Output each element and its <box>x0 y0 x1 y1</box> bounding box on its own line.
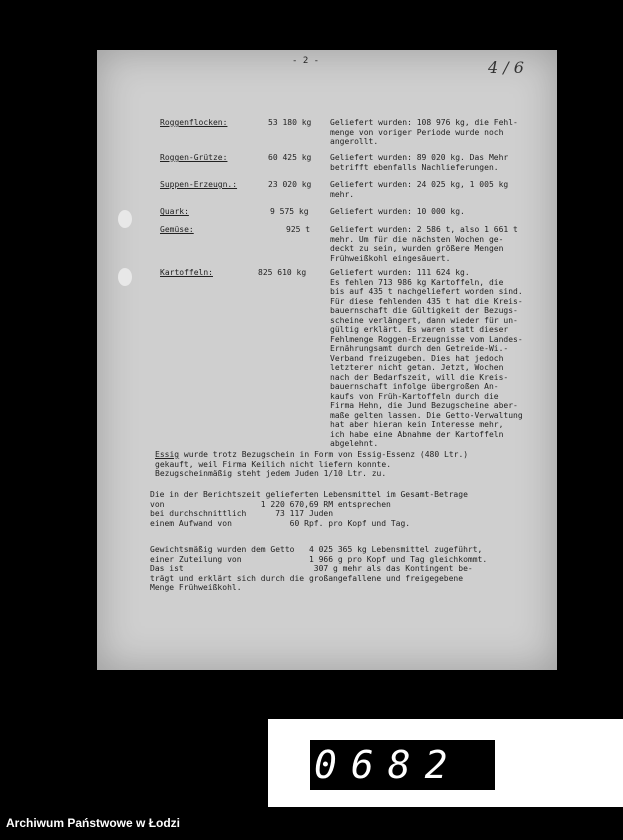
handwritten-folio: 4 / 6 <box>488 58 524 77</box>
punch-hole <box>118 268 132 286</box>
row-note: Geliefert wurden: 89 020 kg. Das Mehr betrifft ebenfalls Nachlieferungen. <box>330 153 509 172</box>
row-label: Suppen-Erzeugn.: <box>160 180 238 189</box>
essig-text: wurde trotz Bezugschein in Form von Essig-Essenz (480 Ltr.) gekauft, weil Firma Keilich nicht liefern konnte. Bezugscheinmäßig steht jedem Juden 1/10 Ltr. zu. <box>155 450 469 478</box>
row-amount: 60 425 kg <box>268 153 312 162</box>
row-amount: 825 610 kg <box>258 268 307 277</box>
archive-number-stamp: 0682 <box>314 743 462 787</box>
row-amount: 53 180 kg <box>268 118 312 127</box>
row-label: Quark: <box>160 207 189 216</box>
row-note: Geliefert wurden: 2 586 t, also 1 661 t mehr. Um für die nächsten Wochen ge- deckt zu sein, wurden größere Mengen Frühweißkohl eingesäuert. <box>330 225 518 263</box>
row-label: Gemüse: <box>160 225 194 234</box>
row-label: Kartoffeln: <box>160 268 213 277</box>
row-label: Roggen-Grütze: <box>160 153 228 162</box>
summary-paragraph: Die in der Berichtszeit gelieferten Lebensmittel im Gesamt-Betrage von 1 220 670,69 RM entsprechen bei durchschnittlich 73 117 Juden einem Aufwand von 60 Rpf. pro Kopf und Tag. <box>150 490 468 528</box>
essig-paragraph <box>155 450 468 479</box>
row-note: Geliefert wurden: 24 025 kg, 1 005 kg mehr. <box>330 180 509 199</box>
row-note: Geliefert wurden: 111 624 kg. Es fehlen 713 986 kg Kartoffeln, die bis auf 435 t nachgeliefert worden sind. Für diese fehlenden 435 t hat die Kreis- bauernschaft die Gültigkeit der Bezugs- scheine verlängert, dann wieder für un- gültig erklärt. Es waren statt dieser Fehlmenge Roggen-Erzeugnisse vom Landes- Ernährungsamt durch den Getreide-Wi.- Verband freizugeben. Dies hat jedoch letzterer nicht getan. Jetzt, Wochen nach der Bedarfszeit, will die Kreis- bauernschaft infolge übergroßen An- kaufs von Früh-Kartoffeln durch die Firma Hehn, die Jund Bezugscheine aber- maße gelten lassen. Die Getto-Verwaltung hat aber hieran kein Interesse mehr, ich habe eine Abnahme der Kartoffeln abgelehnt. <box>330 268 523 448</box>
row-label: Roggenflocken: <box>160 118 228 127</box>
summary-weight-paragraph: Gewichtsmäßig wurden dem Getto 4 025 365 kg Lebensmittel zugeführt, einer Zuteilung von 1 966 g pro Kopf und Tag gleichkommt. Das ist 307 g mehr als das Kontingent be- trägt und erklärt sich durch die großangefallene und freigegebene Menge Frühweißkohl. <box>150 545 488 592</box>
row-note: Geliefert wurden: 10 000 kg. <box>330 207 465 216</box>
row-note: Geliefert wurden: 108 976 kg, die Fehl- menge von voriger Periode wurde noch angerollt. <box>330 118 518 146</box>
essig-label: Essig <box>155 450 180 459</box>
row-amount: 925 t <box>286 225 311 234</box>
punch-hole <box>118 210 132 228</box>
page-number: - 2 - <box>292 56 320 66</box>
archive-name: Archiwum Państwowe w Łodzi <box>6 816 181 830</box>
row-amount: 23 020 kg <box>268 180 312 189</box>
row-amount: 9 575 kg <box>270 207 309 216</box>
